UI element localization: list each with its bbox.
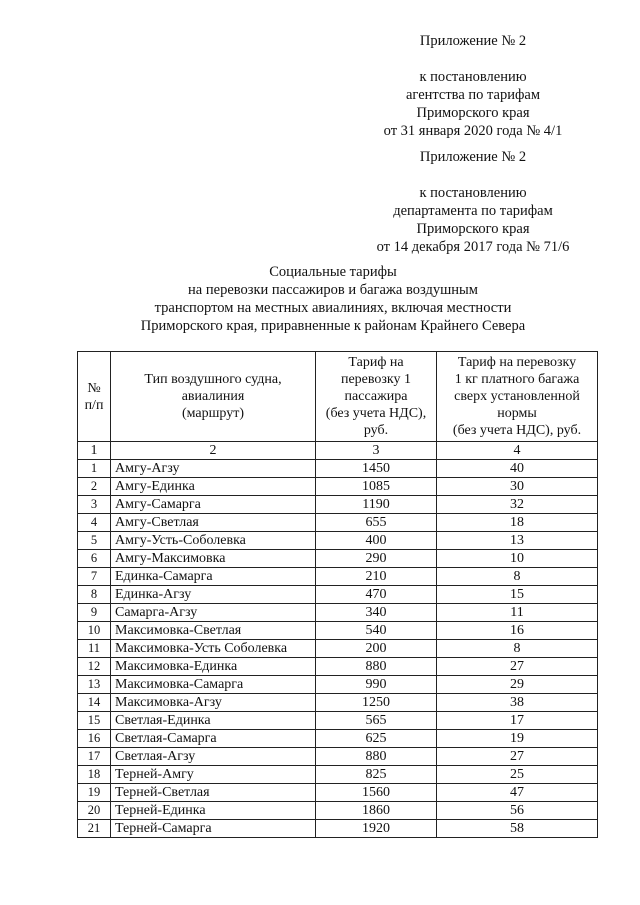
passenger-tariff-cell: 1085	[316, 478, 437, 496]
row-number-cell: 10	[78, 622, 111, 640]
route-cell: Амгу-Усть-Соболевка	[111, 532, 316, 550]
route-cell: Максимовка-Самарга	[111, 676, 316, 694]
passenger-tariff-cell: 1450	[316, 460, 437, 478]
appendix-line: к постановлению	[419, 185, 527, 201]
route-cell: Светлая-Единка	[111, 712, 316, 730]
route-cell: Светлая-Самарга	[111, 730, 316, 748]
baggage-tariff-cell: 15	[437, 586, 598, 604]
route-cell: Амгу-Светлая	[111, 514, 316, 532]
route-cell: Единка-Агзу	[111, 586, 316, 604]
baggage-tariff-cell: 29	[437, 676, 598, 694]
appendix-line: Приморского края	[416, 105, 530, 121]
row-number-cell: 15	[78, 712, 111, 730]
row-number-cell: 21	[78, 820, 111, 838]
header-line: Тариф на перевозку	[457, 355, 577, 370]
header-line: (без учета НДС), руб.	[452, 423, 582, 438]
table-row	[78, 568, 598, 586]
passenger-tariff-cell: 880	[316, 658, 437, 676]
route-cell: Максимовка-Агзу	[111, 694, 316, 712]
table-row	[78, 694, 598, 712]
passenger-tariff-cell: 540	[316, 622, 437, 640]
baggage-tariff-cell: 40	[437, 460, 598, 478]
table-row	[78, 748, 598, 766]
table-row	[78, 640, 598, 658]
baggage-tariff-cell: 47	[437, 784, 598, 802]
appendix-line: от 14 декабря 2017 года № 71/6	[376, 239, 570, 255]
passenger-tariff-cell: 825	[316, 766, 437, 784]
header-line: сверх установленной	[454, 389, 580, 404]
baggage-tariff-cell: 58	[437, 820, 598, 838]
title-line: транспортом на местных авиалиниях, включая местности	[154, 300, 512, 316]
table-row	[78, 712, 598, 730]
column-number-row	[78, 442, 598, 460]
appendix-line: агентства по тарифам	[406, 87, 540, 103]
baggage-tariff-cell: 25	[437, 766, 598, 784]
baggage-tariff-cell: 17	[437, 712, 598, 730]
route-cell: Максимовка-Светлая	[111, 622, 316, 640]
header-route	[111, 352, 316, 442]
passenger-tariff-cell: 1190	[316, 496, 437, 514]
row-number-cell: 8	[78, 586, 111, 604]
row-number-cell: 12	[78, 658, 111, 676]
row-number-cell: 5	[78, 532, 111, 550]
row-number-cell: 19	[78, 784, 111, 802]
baggage-tariff-cell: 27	[437, 658, 598, 676]
passenger-tariff-cell: 565	[316, 712, 437, 730]
title-line: на перевозки пассажиров и багажа воздушным	[188, 282, 478, 298]
baggage-tariff-cell: 56	[437, 802, 598, 820]
row-number-cell: 14	[78, 694, 111, 712]
route-cell: Терней-Светлая	[111, 784, 316, 802]
table-row	[78, 676, 598, 694]
passenger-tariff-cell: 1920	[316, 820, 437, 838]
column-number: 1	[78, 442, 111, 460]
header-line: авиалиния	[181, 389, 245, 404]
column-number: 4	[437, 442, 598, 460]
route-cell: Амгу-Агзу	[111, 460, 316, 478]
header-baggage-tariff	[437, 352, 598, 442]
table-row	[78, 460, 598, 478]
route-cell: Максимовка-Единка	[111, 658, 316, 676]
appendix-line: к постановлению	[419, 69, 527, 85]
route-cell: Самарга-Агзу	[111, 604, 316, 622]
passenger-tariff-cell: 1860	[316, 802, 437, 820]
appendix-line: Приморского края	[416, 221, 530, 237]
row-number-cell: 20	[78, 802, 111, 820]
route-cell: Амгу-Самарга	[111, 496, 316, 514]
baggage-tariff-cell: 27	[437, 748, 598, 766]
row-number-cell: 3	[78, 496, 111, 514]
row-number-cell: 2	[78, 478, 111, 496]
appendix-reference	[330, 184, 616, 256]
baggage-tariff-cell: 16	[437, 622, 598, 640]
header-line: Тип воздушного судна,	[144, 372, 282, 387]
tariff-table	[77, 351, 598, 838]
header-line: №	[87, 380, 101, 396]
header-line: 1 кг платного багажа	[454, 372, 580, 387]
appendix-title: Приложение № 2	[419, 149, 527, 165]
route-cell: Светлая-Агзу	[111, 748, 316, 766]
baggage-tariff-cell: 11	[437, 604, 598, 622]
header-line: нормы	[497, 406, 537, 421]
column-number: 2	[111, 442, 316, 460]
appendix-reference	[330, 68, 616, 140]
passenger-tariff-cell: 880	[316, 748, 437, 766]
header-line: п/п	[84, 397, 104, 413]
header-line: Тариф на	[348, 355, 404, 370]
passenger-tariff-cell: 340	[316, 604, 437, 622]
baggage-tariff-cell: 30	[437, 478, 598, 496]
appendix-line: от 31 января 2020 года № 4/1	[383, 123, 563, 139]
row-number-cell: 16	[78, 730, 111, 748]
passenger-tariff-cell: 1250	[316, 694, 437, 712]
appendix-current	[330, 32, 616, 140]
appendix-title: Приложение № 2	[419, 33, 527, 49]
appendix-line: департамента по тарифам	[393, 203, 553, 219]
route-cell: Терней-Самарга	[111, 820, 316, 838]
row-number-cell: 13	[78, 676, 111, 694]
row-number-cell: 17	[78, 748, 111, 766]
route-cell: Максимовка-Усть Соболевка	[111, 640, 316, 658]
title-line: Приморского края, приравненные к районам Крайнего Севера	[140, 318, 526, 334]
table-row	[78, 820, 598, 838]
passenger-tariff-cell: 200	[316, 640, 437, 658]
passenger-tariff-cell: 210	[316, 568, 437, 586]
row-number-cell: 4	[78, 514, 111, 532]
table-row	[78, 766, 598, 784]
passenger-tariff-cell: 990	[316, 676, 437, 694]
route-cell: Терней-Амгу	[111, 766, 316, 784]
column-number: 3	[316, 442, 437, 460]
header-line: пассажира	[344, 389, 408, 404]
baggage-tariff-cell: 8	[437, 568, 598, 586]
table-row	[78, 550, 598, 568]
route-cell: Терней-Единка	[111, 802, 316, 820]
route-cell: Амгу-Максимовка	[111, 550, 316, 568]
table-row	[78, 514, 598, 532]
table-row	[78, 532, 598, 550]
baggage-tariff-cell: 19	[437, 730, 598, 748]
header-number	[78, 352, 111, 442]
table-row	[78, 478, 598, 496]
table-row	[78, 622, 598, 640]
passenger-tariff-cell: 470	[316, 586, 437, 604]
table-row	[78, 802, 598, 820]
title-line: Социальные тарифы	[269, 264, 397, 280]
header-line: руб.	[363, 423, 389, 438]
document-title	[60, 263, 606, 335]
baggage-tariff-cell: 38	[437, 694, 598, 712]
route-cell: Амгу-Единка	[111, 478, 316, 496]
table-row	[78, 604, 598, 622]
header-line: (без учета НДС),	[325, 406, 427, 421]
baggage-tariff-cell: 8	[437, 640, 598, 658]
passenger-tariff-cell: 1560	[316, 784, 437, 802]
table-row	[78, 658, 598, 676]
table-row	[78, 496, 598, 514]
row-number-cell: 9	[78, 604, 111, 622]
header-line: перевозку 1	[340, 372, 412, 387]
table-row	[78, 784, 598, 802]
passenger-tariff-cell: 655	[316, 514, 437, 532]
passenger-tariff-cell: 400	[316, 532, 437, 550]
baggage-tariff-cell: 13	[437, 532, 598, 550]
header-passenger-tariff	[316, 352, 437, 442]
table-header-row	[78, 352, 598, 442]
table-row	[78, 730, 598, 748]
row-number-cell: 11	[78, 640, 111, 658]
row-number-cell: 1	[78, 460, 111, 478]
header-line: (маршрут)	[181, 406, 244, 421]
baggage-tariff-cell: 32	[437, 496, 598, 514]
appendix-original	[330, 148, 616, 256]
baggage-tariff-cell: 10	[437, 550, 598, 568]
row-number-cell: 7	[78, 568, 111, 586]
row-number-cell: 18	[78, 766, 111, 784]
passenger-tariff-cell: 290	[316, 550, 437, 568]
route-cell: Единка-Самарга	[111, 568, 316, 586]
passenger-tariff-cell: 625	[316, 730, 437, 748]
baggage-tariff-cell: 18	[437, 514, 598, 532]
table-row	[78, 586, 598, 604]
row-number-cell: 6	[78, 550, 111, 568]
